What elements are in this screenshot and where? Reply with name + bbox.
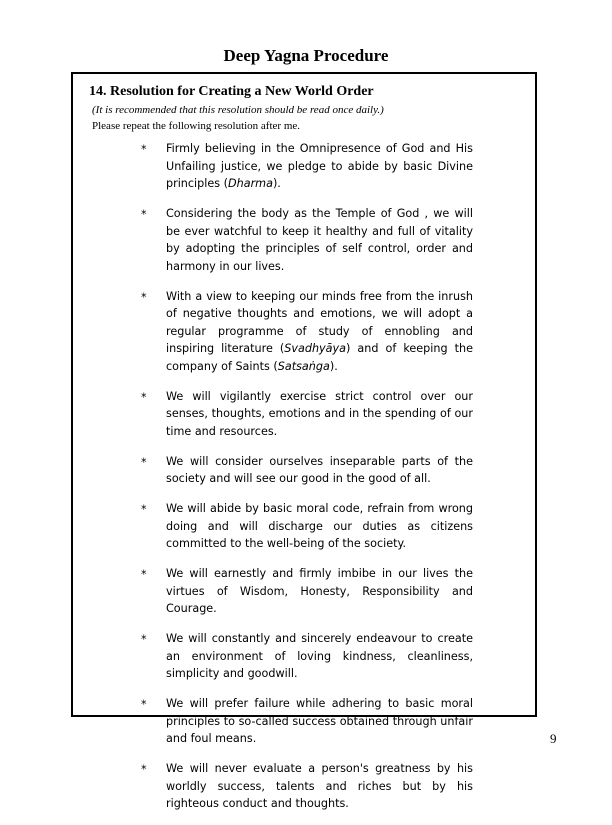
sanskrit-term: Satsaṅga xyxy=(277,359,330,373)
section-title: 14. Resolution for Creating a New World Order xyxy=(89,84,374,99)
resolution-frame xyxy=(71,72,537,810)
resolution-text: Considering the body as the Temple of God , we will be ever watchful to keep it healthy and full of vitality by adopting the principles of self control, order and harmony in our lives. xyxy=(166,207,473,273)
bullet-asterisk: * xyxy=(141,763,147,776)
resolution-text: We will earnestly and firmly imbibe in our lives the virtues of Wisdom, Honesty, Responsibility and Courage. xyxy=(166,567,473,615)
resolution-item xyxy=(141,388,473,441)
reading-note: (It is recommended that this resolution should be read once daily.) xyxy=(92,104,384,116)
resolution-item xyxy=(141,205,473,275)
bullet-asterisk: * xyxy=(141,633,147,646)
resolution-text: We will prefer failure while adhering to basic moral principles to so-called success obtained through unfair and foul means. xyxy=(166,697,473,745)
bullet-asterisk: * xyxy=(141,698,147,711)
resolution-text: ). xyxy=(329,359,338,373)
resolution-text: We will consider ourselves inseparable parts of the society and will see our good in the good of all. xyxy=(166,454,473,485)
bullet-asterisk: * xyxy=(141,290,147,304)
resolution-item xyxy=(141,500,473,553)
resolution-text: We will vigilantly exercise strict control over our senses, thoughts, emotions and in the spending of our time and resources. xyxy=(166,389,473,438)
page-title: Deep Yagna Procedure xyxy=(223,46,389,65)
bullet-asterisk: * xyxy=(141,390,147,404)
resolution-item xyxy=(141,565,473,618)
bullet-asterisk: * xyxy=(141,208,147,221)
bullet-asterisk: * xyxy=(141,455,147,469)
resolution-item xyxy=(141,288,473,376)
sanskrit-term: Svadhyāya xyxy=(284,342,346,355)
sanskrit-term: Dharma xyxy=(228,177,273,190)
resolution-item xyxy=(141,453,473,488)
resolution-text: We will abide by basic moral code, refrain from wrong doing and will discharge our duties as citizens committed to the well-being of the society. xyxy=(166,502,473,550)
resolution-text: We will never evaluate a person's greatness by his worldly success, talents and riches but by his righteous conduct and thoughts. xyxy=(166,762,473,810)
resolution-text: ) and of keeping the company of Saints ( xyxy=(166,342,473,373)
resolution-item xyxy=(141,630,473,683)
resolution-item xyxy=(141,760,473,813)
resolution-text: With a view to keeping our minds free from the inrush of negative thoughts and emotions, we will adopt a regular programme of study of ennobling and inspiring literature ( xyxy=(166,289,473,355)
page-number: 9 xyxy=(550,731,557,746)
resolution-item xyxy=(141,140,473,193)
instruction-text: Please repeat the following resolution after me. xyxy=(92,120,301,132)
resolution-text: ). xyxy=(272,177,281,190)
resolution-text: Firmly believing in the Omnipresence of God and His Unfailing justice, we pledge to abide by basic Divine principles ( xyxy=(166,142,473,190)
bullet-asterisk: * xyxy=(141,143,147,156)
bullet-asterisk: * xyxy=(141,503,147,516)
resolution-text: We will constantly and sincerely endeavour to create an environment of loving kindness, cleanliness, simplicity and goodwill. xyxy=(166,632,473,680)
bullet-asterisk: * xyxy=(141,568,147,581)
resolution-item xyxy=(141,695,473,748)
resolution-list xyxy=(141,140,473,825)
